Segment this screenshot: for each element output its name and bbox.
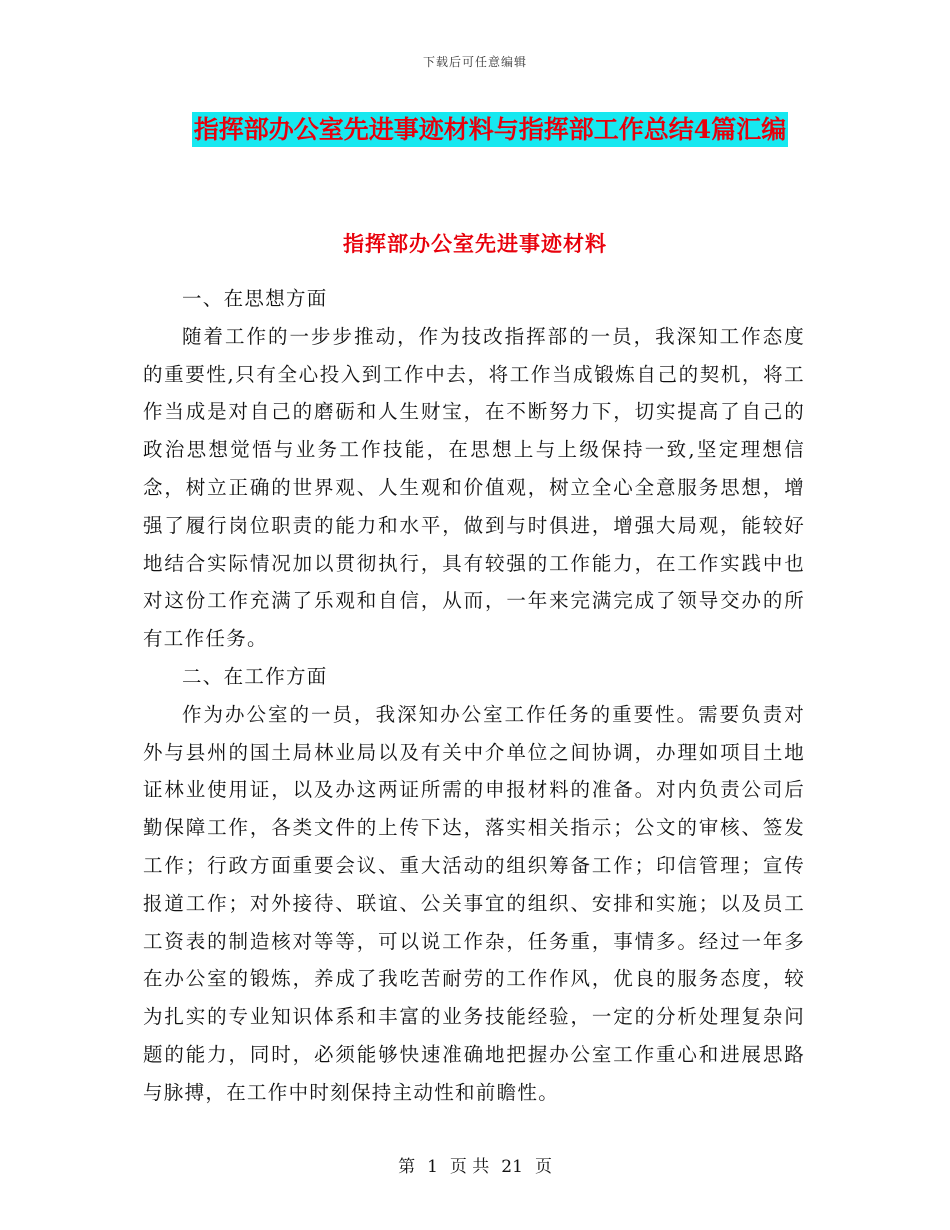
footer-mid: 页 共	[449, 1157, 490, 1177]
document-body	[143, 280, 805, 1112]
header-note: 下载后可任意编辑	[422, 55, 527, 69]
document-title	[140, 108, 840, 152]
footer-total-pages: 21	[501, 1157, 523, 1177]
paragraph-heading-thought: 一、在思想方面	[182, 287, 328, 310]
paragraph-heading-work: 二、在工作方面	[182, 664, 328, 688]
section-title: 指挥部办公室先进事迹材料	[343, 231, 607, 256]
paragraph-thought: 随着工作的一步步推动，作为技改指挥部的一员，我深知工作态度的重要性,只有全心投入到工作中去，将工作当成锻炼自己的契机，将工作当成是对自己的磨砺和人生财宝，在不断努力下，切实提高了自己的政治思想觉悟与业务工作技能，在思想上与上级保持一致,坚定理想信念，树立正确的世界观、人生观和价值观，树立全心全意服务思想，增强了履行岗位职责的能力和水平，做到与时俱进，增强大局观，能较好地结合实际情况加以贯彻执行，具有较强的工作能力，在工作实践中也对这份工作充满了乐观和自信，从而，一年来完满完成了领导交办的所有工作任务。	[143, 324, 805, 651]
paragraph-work: 作为办公室的一员，我深知办公室工作任务的重要性。需要负责对外与县州的国土局林业局以及有关中介单位之间协调，办理如项目土地证林业使用证，以及办这两证所需的申报材料的准备。对内负责公司后勤保障工作，各类文件的上传下达，落实相关指示；公文的审核、签发工作；行政方面重要会议、重大活动的组织筹备工作；印信管理；宣传报道工作；对外接待、联谊、公关事宜的组织、安排和实施；以及员工工资表的制造核对等等，可以说工作杂，任务重，事情多。经过一年多在办公室的锻炼，养成了我吃苦耐劳的工作作风，优良的服务态度，较为扎实的专业知识体系和丰富的业务技能经验，一定的分析处理复杂问题的能力，同时，必须能够快速准确地把握办公室工作重心和进展思路与脉搏，在工作中时刻保持主动性和前瞻性。	[143, 702, 805, 1104]
document-title-text: 指挥部办公室先进事迹材料与指挥部工作总结4篇汇编	[192, 112, 788, 147]
page-footer	[0, 1152, 950, 1177]
footer-page-number: 1	[427, 1157, 438, 1177]
footer-suffix: 页	[534, 1157, 552, 1177]
footer-prefix: 第	[398, 1157, 416, 1177]
